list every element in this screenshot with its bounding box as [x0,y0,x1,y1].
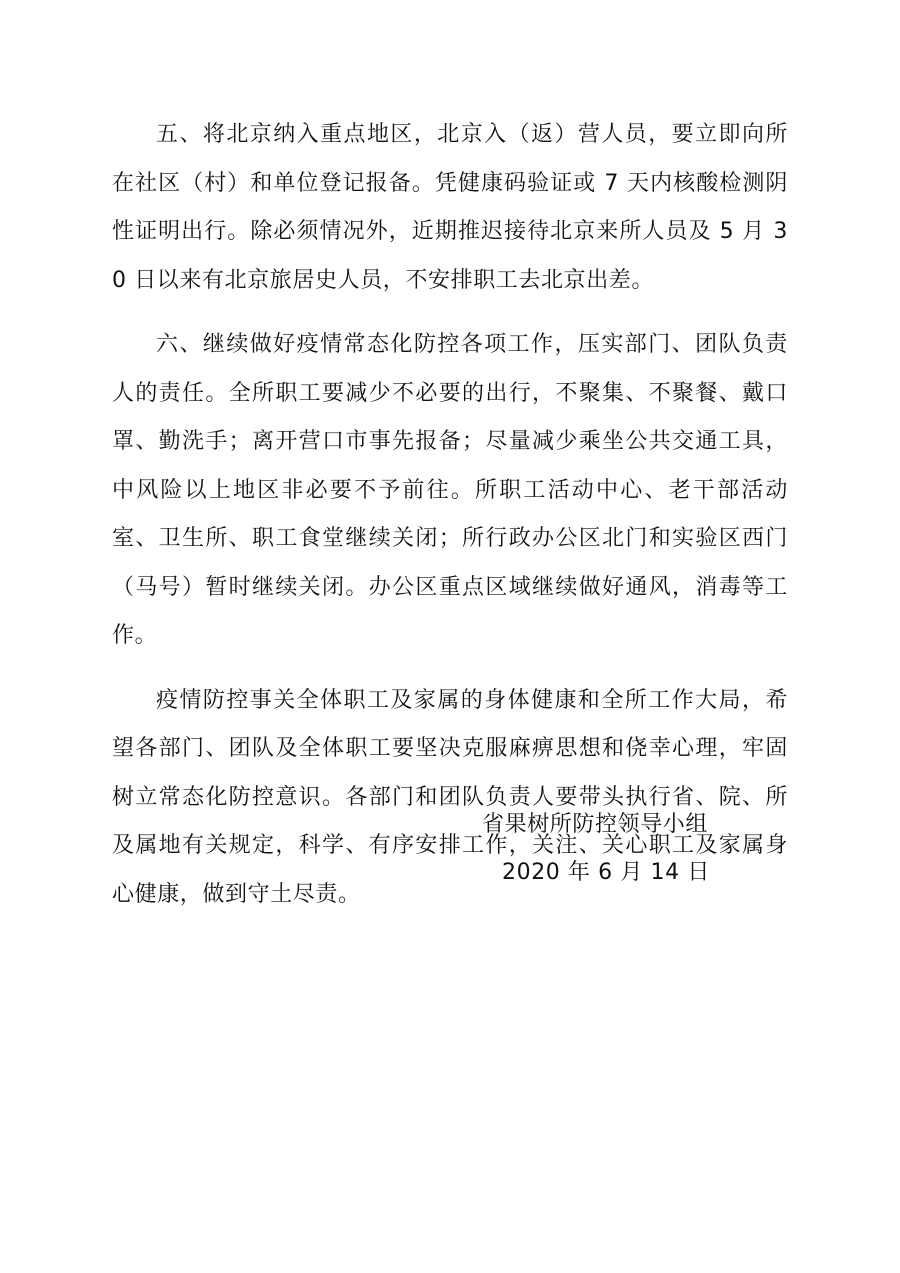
paragraph-item-5: 五、将北京纳入重点地区，北京入（返）营人员，要立即向所在社区（村）和单位登记报备。凭健康码验证或 7 天内核酸检测阴性证明出行。除必须情况外，近期推迟接待北京来所人员及 5 月 30 日以来有北京旅居史人员，不安排职工去北京出差。 [112,122,788,293]
paragraph-item-6: 六、继续做好疫情常态化防控各项工作，压实部门、团队负责人的责任。全所职工要减少不必要的出行，不聚集、不聚餐、戴口罩、勤洗手；离开营口市事先报备；尽量减少乘坐公共交通工具，中风险以上地区非必要不予前往。所职工活动中心、老干部活动室、卫生所、职工食堂继续关闭；所行政办公区北门和实验区西门（马号）暂时继续关闭。办公区重点区域继续做好通风，消毒等工作。 [112,332,788,648]
paragraph-closing: 疫情防控事关全体职工及家属的身体健康和全所工作大局，希望各部门、团队及全体职工要坚决克服麻痹思想和侥幸心理，牢固树立常态化防控意识。各部门和团队负责人要带头执行省、院、所及属地有关规定，科学、有序安排工作，关注、关心职工及家属身心健康，做到守土尽责。 [112,687,788,907]
signature-organization: 省果树所防控领导小组 [482,812,709,837]
signature-date: 2020 年 6 月 14 日 [502,860,710,885]
signature-block [482,801,762,897]
